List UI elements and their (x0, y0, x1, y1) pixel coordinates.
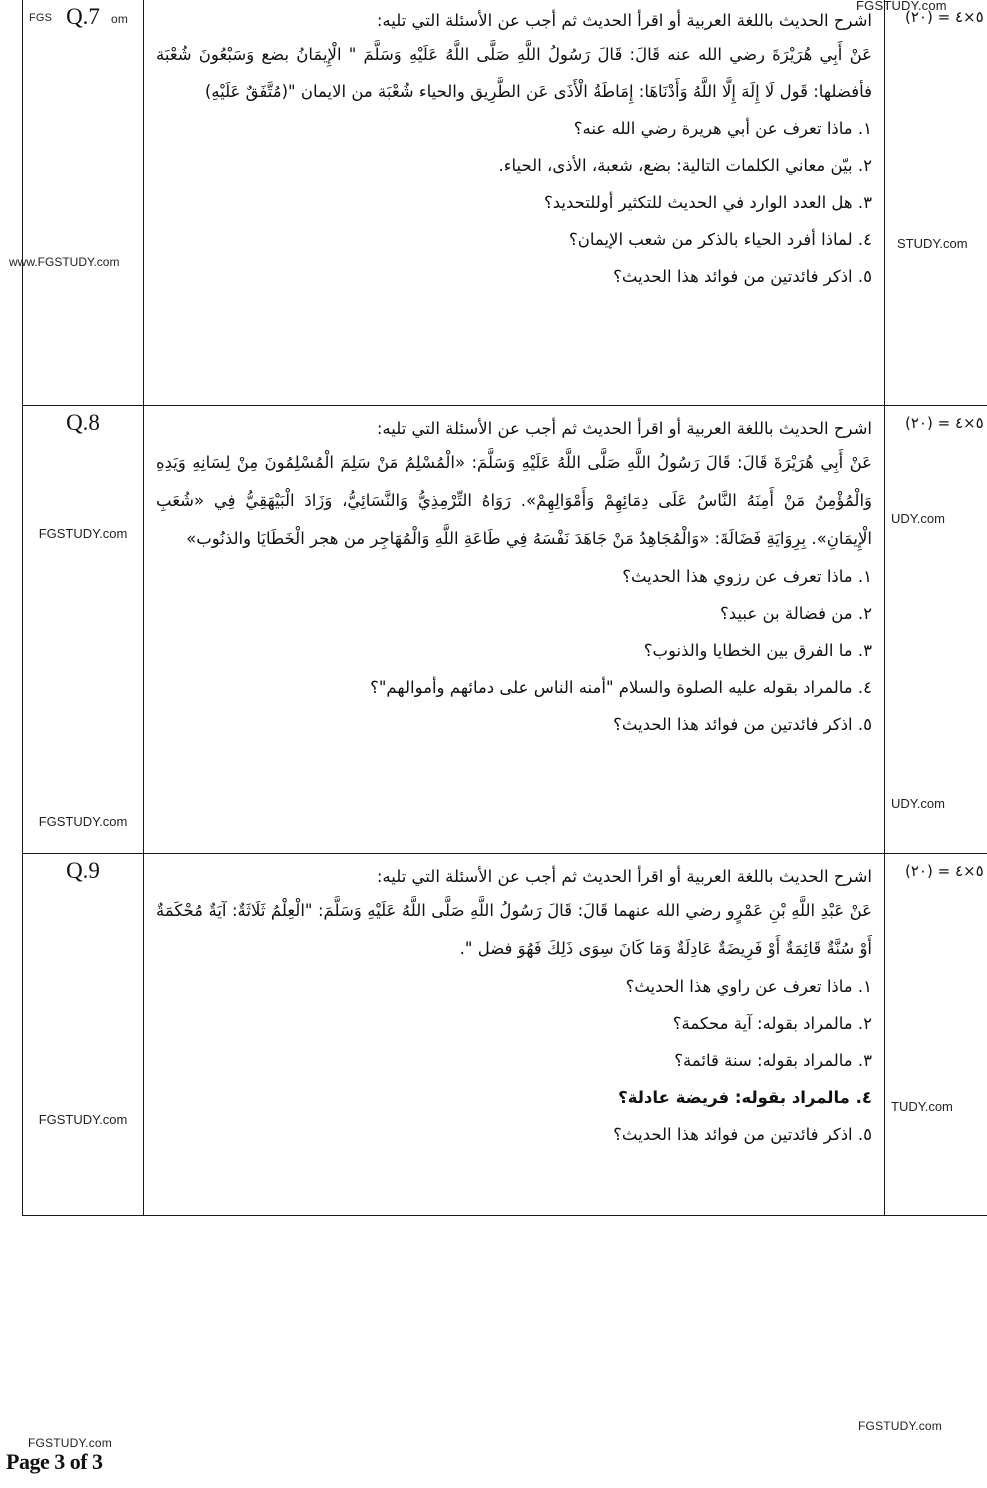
question-body (144, 405, 885, 853)
exam-questions-table (9, 0, 987, 1216)
question-number: Q.7 (66, 4, 100, 29)
page-number: Page 3 of 3 (6, 1449, 103, 1474)
watermark-right: TUDY.com (891, 1098, 953, 1114)
watermark-fragment: om (111, 12, 129, 26)
sub-question: ١. ماذا تعرف عن راوي هذا الحديث؟ (625, 976, 872, 996)
marks-value: (٢٠) = ٥×٤ (905, 861, 984, 880)
question-row-q9 (23, 853, 987, 1215)
watermark-left: FGSTUDY.com (38, 525, 128, 541)
question-row-q7 (23, 0, 987, 405)
question-number: Q.8 (66, 409, 100, 435)
sub-question: ٢. مالمراد بقوله: آية محكمة؟ (672, 1013, 872, 1033)
question-label-cell (9, 0, 144, 405)
question-body (144, 0, 885, 405)
sub-question: ٣. هل العدد الوارد في الحديث للتكثير أوللتحديد؟ (544, 193, 872, 212)
watermark-left: FGSTUDY.com (38, 1111, 128, 1127)
question-text (144, 854, 884, 1157)
hadith-text: عَنْ عَبْدِ اللَّهِ بْنِ عَمْرٍو رضي الله عنهما قَالَ: قَالَ رَسُولُ اللَّهِ صَلَّى اللَّهُ عَلَيْهِ وَسَلَّمَ: "الْعِلْمُ ثَلَاثَةٌ: آيَةٌ مُحْكَمَةٌ أَوْ سُنَّةٌ قَائِمَةٌ أَوْ فَرِيضَةٌ عَادِلَةٌ وَمَا كَانَ سِوَى ذَلِكَ فَهُوَ فضل ". (156, 900, 872, 958)
watermark-left: www.FGSTUDY.com (9, 255, 120, 269)
instruction-text: اشرح الحديث باللغة العربية أو اقرأ الحديث ثم أجب عن الأسئلة التي تليه: (376, 418, 872, 438)
marks-cell (885, 405, 987, 853)
watermark-right: STUDY.com (897, 236, 968, 251)
sub-question: ١. ماذا تعرف عن رزوي هذا الحديث؟ (622, 566, 872, 586)
watermark-bottom-left: FGSTUDY.com (28, 1436, 112, 1450)
question-row-q8 (23, 405, 987, 853)
marks-value: (٢٠) = ٥×٤ (905, 413, 984, 432)
sub-question: ١. ماذا تعرف عن أبي هريرة رضي الله عنه؟ (573, 119, 872, 138)
marks-cell (885, 853, 987, 1215)
question-label-cell (23, 405, 144, 853)
watermark-bottom-right: FGSTUDY.com (858, 1419, 942, 1433)
hadith-text: عَنْ أَبِي هُرَيْرَةَ قَالَ: قَالَ رَسُولُ اللَّهِ صَلَّى اللَّهُ عَلَيْهِ وَسَلَّمَ: «الْمُسْلِمُ مَنْ سَلِمَ الْمُسْلِمُونَ مِنْ لِسَانِهِ وَيَدِهِ وَالْمُؤْمِنُ مَنْ أَمِنَهُ النَّاسُ عَلَى دِمَائِهِمْ وَأَمْوَالِهِمْ». رَوَاهُ التِّرْمِذِيُّ وَالنَّسَائِيُّ، وَزَادَ الْبَيْهَقِيُّ فِي «شُعَبِ الْإِيمَانِ». بِرِوَايَةِ فَضَالَةَ: «وَالْمُجَاهِدُ مَنْ جَاهَدَ نَفْسَهُ فِي طَاعَةِ اللَّهِ وَالْمُهَاجِر من هجر الْخَطَايَا والذنُوب» (156, 452, 872, 548)
marks-value: (٢٠) = ٥×٤ (905, 8, 984, 26)
question-body (144, 853, 885, 1215)
watermark-fragment: FGS (29, 12, 53, 24)
sub-question: ٤. لماذا أفرد الحياء بالذكر من شعب الإيمان؟ (569, 230, 872, 249)
question-label-cell (23, 853, 144, 1215)
sub-question: ٥. اذكر فائدتين من فوائد هذا الحديث؟ (613, 1124, 872, 1144)
sub-question: ٤. مالمراد بقوله: فريضة عادلة؟ (618, 1087, 872, 1107)
sub-question: ٥. اذكر فائدتين من فوائد هذا الحديث؟ (613, 714, 872, 734)
sub-question: ٤. مالمراد بقوله عليه الصلوة والسلام "أمنه الناس على دمائهم وأموالهم"؟ (370, 677, 872, 697)
hadith-text: عَنْ أَبِي هُرَيْرَةَ رضي الله عنه قَالَ: قَالَ رَسُولُ اللَّهِ صَلَّى اللَّهُ عَلَيْهِ وَسَلَّمَ " الْإِيمَانُ بضع وَسَبْعُونَ شُعْبَة فأفضلها: قَول لَا إِلَهَ إِلَّا اللَّهُ وَأَدْنَاهَا: إِمَاطَةُ الْأَذَى عَن الطَّرِيق والحياء شُعْبَة من الايمان "(مُتَّفَقٌ عَلَيْهِ) (156, 45, 872, 101)
question-number: Q.9 (66, 857, 100, 883)
sub-question: ٥. اذكر فائدتين من فوائد هذا الحديث؟ (613, 267, 872, 286)
sub-question: ٢. بيّن معاني الكلمات التالية: بضع، شعبة، الأذى، الحياء. (498, 156, 872, 175)
watermark-right: UDY.com (891, 795, 945, 811)
sub-question: ٣. مالمراد بقوله: سنة قائمة؟ (674, 1050, 872, 1070)
instruction-text: اشرح الحديث باللغة العربية أو اقرأ الحديث ثم أجب عن الأسئلة التي تليه: (376, 11, 872, 30)
sub-question: ٢. من فضالة بن عبيد؟ (720, 603, 872, 623)
question-text (144, 0, 884, 299)
sub-question: ٣. ما الفرق بين الخطايا والذنوب؟ (643, 640, 872, 660)
marks-cell (885, 0, 987, 405)
watermark-top-right: FGSTUDY.com (856, 0, 947, 13)
instruction-text: اشرح الحديث باللغة العربية أو اقرأ الحديث ثم أجب عن الأسئلة التي تليه: (376, 866, 872, 886)
watermark-left: FGSTUDY.com (38, 813, 128, 829)
watermark-right: UDY.com (891, 510, 945, 526)
question-text (144, 406, 884, 747)
